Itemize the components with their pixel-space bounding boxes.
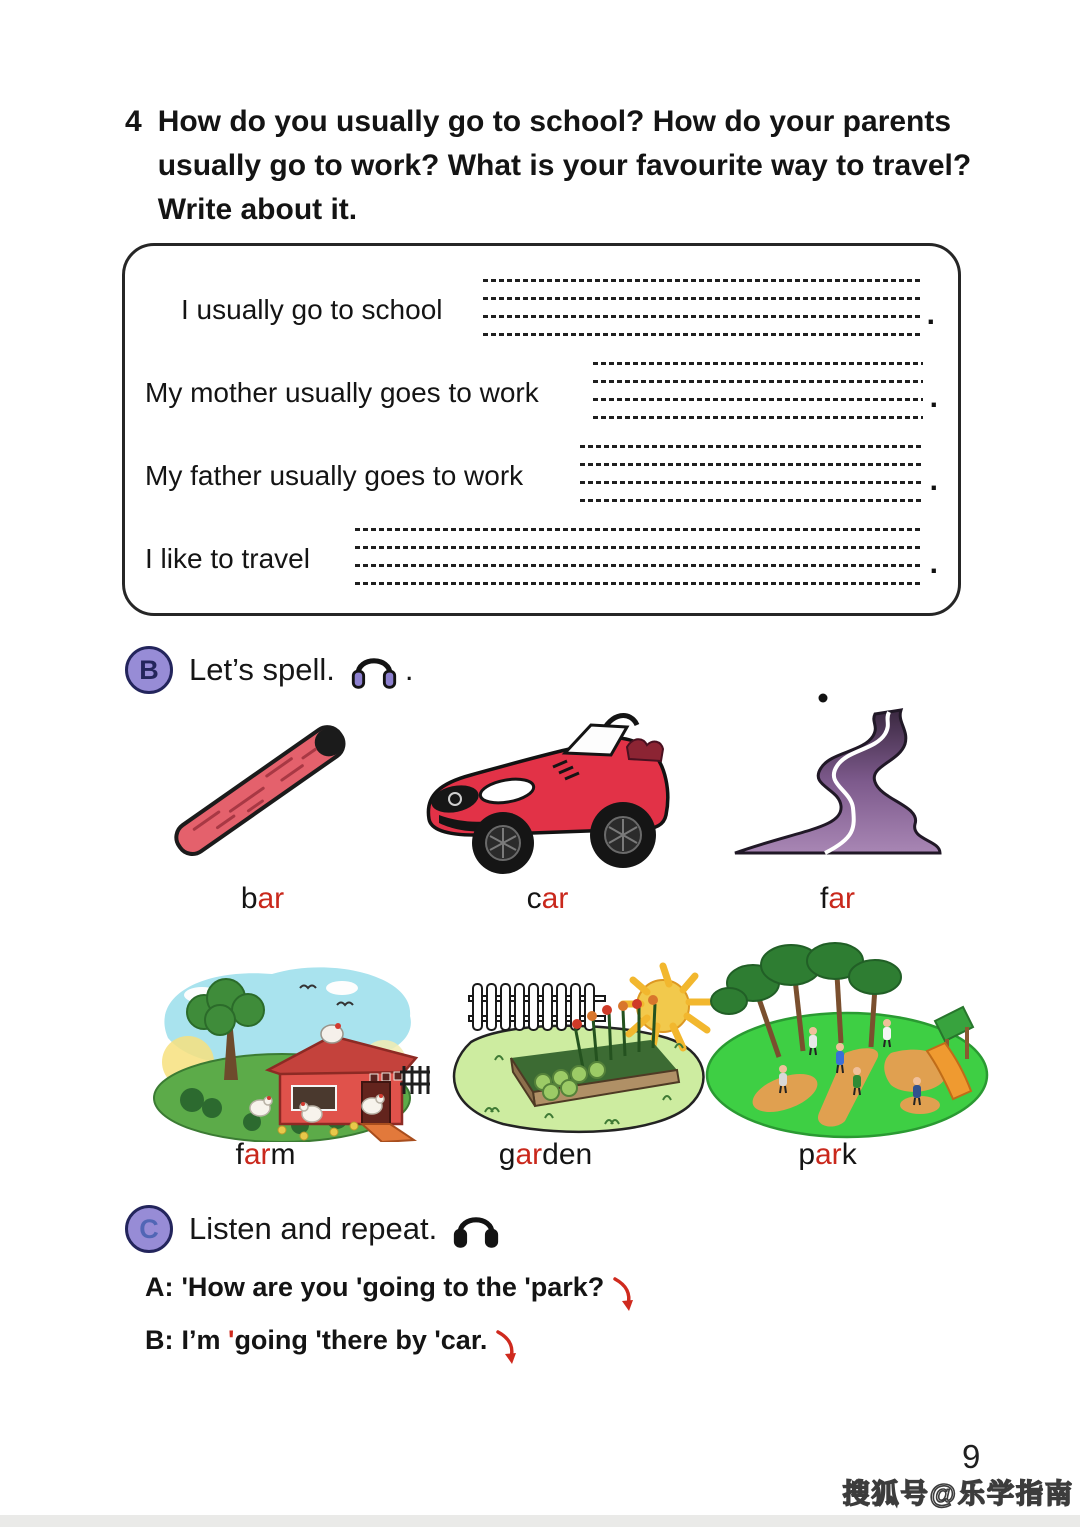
bar-illustration xyxy=(145,698,365,873)
garden-illustration xyxy=(425,940,725,1138)
word-farm xyxy=(138,1138,393,1172)
word-part: m xyxy=(270,1138,296,1171)
word-part-ar: ar xyxy=(257,882,285,915)
word-bar xyxy=(140,882,385,916)
dotted-line xyxy=(593,380,923,383)
dotted-line xyxy=(483,298,935,331)
word-part-ar: ar xyxy=(828,882,856,915)
prompt-line-2: usually go to work? What is your favourite way to travel? xyxy=(157,149,972,182)
write-lines-father xyxy=(580,445,938,517)
dotted-line xyxy=(580,445,923,448)
dotted-line xyxy=(580,463,923,466)
word-part: c xyxy=(526,882,542,915)
dotted-line xyxy=(593,416,923,419)
word-part: g xyxy=(498,1138,516,1171)
dialogue-line-a xyxy=(145,1272,638,1312)
word-part: f xyxy=(235,1138,244,1171)
word-far xyxy=(710,882,965,916)
farm-illustration xyxy=(132,950,432,1142)
end-period: . xyxy=(929,381,938,414)
write-lines-travel xyxy=(355,528,938,600)
section-c-badge: C xyxy=(125,1205,173,1253)
dialogue-b-pre: I’m xyxy=(181,1325,229,1355)
word-park xyxy=(700,1138,955,1172)
write-prompt-travel: I like to travel xyxy=(145,543,310,574)
end-period: . xyxy=(929,464,938,497)
prompt-line-1: How do you usually go to school? How do your parents xyxy=(157,105,952,138)
end-period: . xyxy=(929,547,938,580)
dotted-line xyxy=(355,546,923,549)
falling-intonation-arrow-icon xyxy=(495,1329,521,1365)
dotted-line xyxy=(580,499,923,502)
word-part: k xyxy=(841,1138,857,1171)
page-number: 9 xyxy=(962,1438,981,1475)
word-part-ar: ar xyxy=(541,882,569,915)
dialogue-b-text xyxy=(182,1325,488,1356)
speaker-a: A: xyxy=(145,1272,174,1302)
dotted-line xyxy=(355,547,938,580)
dialogue-b-post: going 'there by 'car. xyxy=(234,1325,488,1355)
falling-intonation-arrow-icon xyxy=(612,1276,638,1312)
car-illustration xyxy=(415,695,685,880)
section-b-badge: B xyxy=(125,646,173,694)
headphones-icon xyxy=(453,1208,499,1250)
write-lines-mother xyxy=(593,362,938,434)
dotted-line xyxy=(355,528,923,531)
word-part-ar: ar xyxy=(243,1138,271,1171)
dotted-line xyxy=(355,582,923,585)
exercise-heading xyxy=(125,100,971,232)
park-illustration xyxy=(695,935,995,1143)
word-part: den xyxy=(542,1138,593,1171)
section-b-header xyxy=(125,646,414,694)
write-prompt-mother: My mother usually goes to work xyxy=(145,377,539,408)
end-period: . xyxy=(926,298,935,331)
write-prompt-father: My father usually goes to work xyxy=(145,460,524,491)
word-part: b xyxy=(240,882,258,915)
headphones-icon xyxy=(351,649,397,691)
section-b-period: . xyxy=(404,652,414,687)
dialogue-a-text: 'How are you 'going to the 'park? xyxy=(181,1272,605,1302)
word-part-ar: ar xyxy=(515,1138,543,1171)
section-c-header xyxy=(125,1205,499,1253)
word-garden xyxy=(418,1138,673,1172)
section-b-title: Let’s spell. xyxy=(189,652,335,687)
prompt-line-3: Write about it. xyxy=(157,193,358,226)
word-car xyxy=(420,882,675,916)
writing-answer-box xyxy=(122,243,961,616)
dotted-line xyxy=(483,333,920,336)
write-prompt-school: I usually go to school xyxy=(181,294,443,325)
dotted-line xyxy=(593,381,938,414)
exercise-prompt xyxy=(158,100,971,232)
dotted-line xyxy=(483,297,920,300)
section-c-title: Listen and repeat. xyxy=(189,1211,438,1246)
dotted-line xyxy=(593,362,923,365)
red-stress-mark: ' xyxy=(228,1325,235,1355)
word-part: f xyxy=(819,882,829,915)
speaker-b: B: xyxy=(145,1325,174,1355)
dotted-line xyxy=(483,279,920,282)
write-lines-school xyxy=(483,279,935,351)
page-bottom-edge xyxy=(0,1515,1080,1527)
far-road-illustration xyxy=(705,688,965,878)
word-part: p xyxy=(798,1138,815,1171)
watermark: 搜狐号@乐学指南 xyxy=(842,1479,1074,1509)
dialogue-line-b xyxy=(145,1325,521,1365)
exercise-number: 4 xyxy=(125,105,142,138)
word-part-ar: ar xyxy=(815,1138,842,1171)
dotted-line xyxy=(580,464,938,497)
